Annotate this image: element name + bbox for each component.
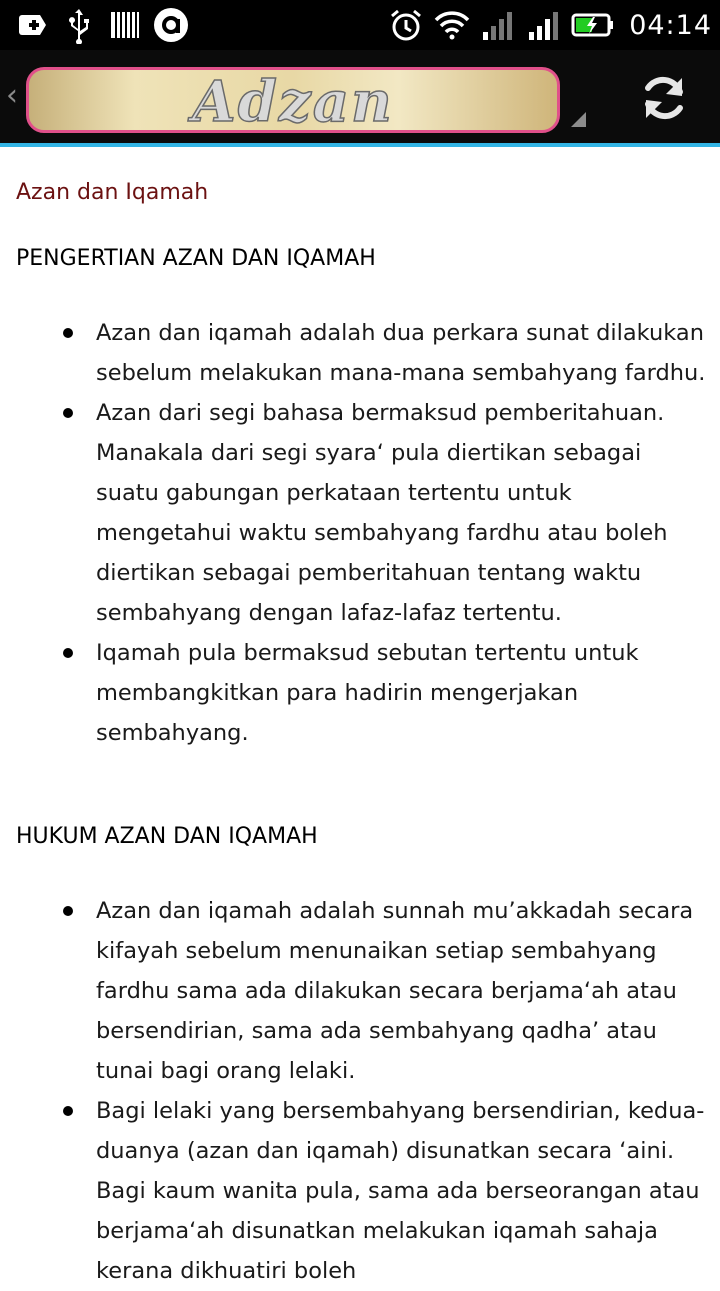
app-logo (26, 67, 560, 133)
list-item-text: Azan dan iqamah adalah sunnah mu’akkadah secara kifayah sebelum menunaikan setiap sembahyang fardhu sama ada dilakukan secara berjama‘ah atau bersendirian, sama ada sembahyang qadha’ atau tunai bagi orang lelaki. (96, 898, 694, 1084)
status-bar-left (14, 6, 198, 44)
bullet-dot (63, 1106, 73, 1116)
bullet-dot (63, 408, 73, 418)
list-item-text: Bagi lelaki yang bersembahyang bersendirian, kedua-duanya (azan dan iqamah) disunatkan secara ‘aini. Bagi kaum wanita pula, sama ada berseorangan atau berjama‘ah disunatkan melakukan iqamah sahaja kerana dikhuatiri boleh (96, 1098, 705, 1284)
list-item-text: Iqamah pula bermaksud sebutan tertentu untuk membangkitkan para hadirin mengerjakan sembahyang. (96, 640, 639, 746)
section-heading-hukum: HUKUM AZAN DAN IQAMAH (16, 824, 318, 849)
add-box-icon (14, 6, 52, 44)
refresh-icon (636, 70, 692, 126)
list-item (0, 1091, 720, 1291)
action-bar-divider (0, 143, 720, 147)
action-bar (0, 50, 720, 143)
barcode-icon (106, 6, 144, 44)
signal-1-icon (479, 6, 517, 44)
battery-charging-icon (571, 6, 615, 44)
section-heading-pengertian: PENGERTIAN AZAN DAN IQAMAH (16, 246, 376, 271)
list-item (0, 891, 720, 1091)
list-item (0, 313, 720, 393)
chevron-left-icon[interactable]: ‹ (6, 78, 18, 113)
status-time: 04:14 (629, 9, 712, 41)
bullet-list-hukum (0, 891, 720, 1291)
list-item (0, 393, 720, 633)
wifi-icon (433, 6, 471, 44)
refresh-button[interactable] (636, 70, 692, 126)
overflow-corner-icon (571, 112, 586, 127)
status-bar (0, 0, 720, 50)
status-bar-right (387, 6, 712, 44)
usb-icon (60, 6, 98, 44)
app-logo-text: Adzan (192, 69, 394, 133)
alarm-icon (387, 6, 425, 44)
list-item-text: Azan dan iqamah adalah dua perkara sunat dilakukan sebelum melakukan mana-mana sembahyang fardhu. (96, 320, 706, 386)
bullet-dot (63, 648, 73, 658)
circle-app-icon (152, 6, 190, 44)
list-item-text: Azan dari segi bahasa bermaksud pemberitahuan. Manakala dari segi syara‘ pula diertikan sebagai suatu gabungan perkataan tertentu untuk mengetahui waktu sembahyang fardhu atau boleh diertikan sebagai pemberitahuan tentang waktu sembahyang dengan lafaz-lafaz tertentu. (96, 400, 668, 626)
bullet-list-pengertian (0, 313, 720, 753)
signal-2-icon (525, 6, 563, 44)
bullet-dot (63, 328, 73, 338)
article-title: Azan dan Iqamah (16, 180, 209, 205)
bullet-dot (63, 906, 73, 916)
list-item (0, 633, 720, 753)
